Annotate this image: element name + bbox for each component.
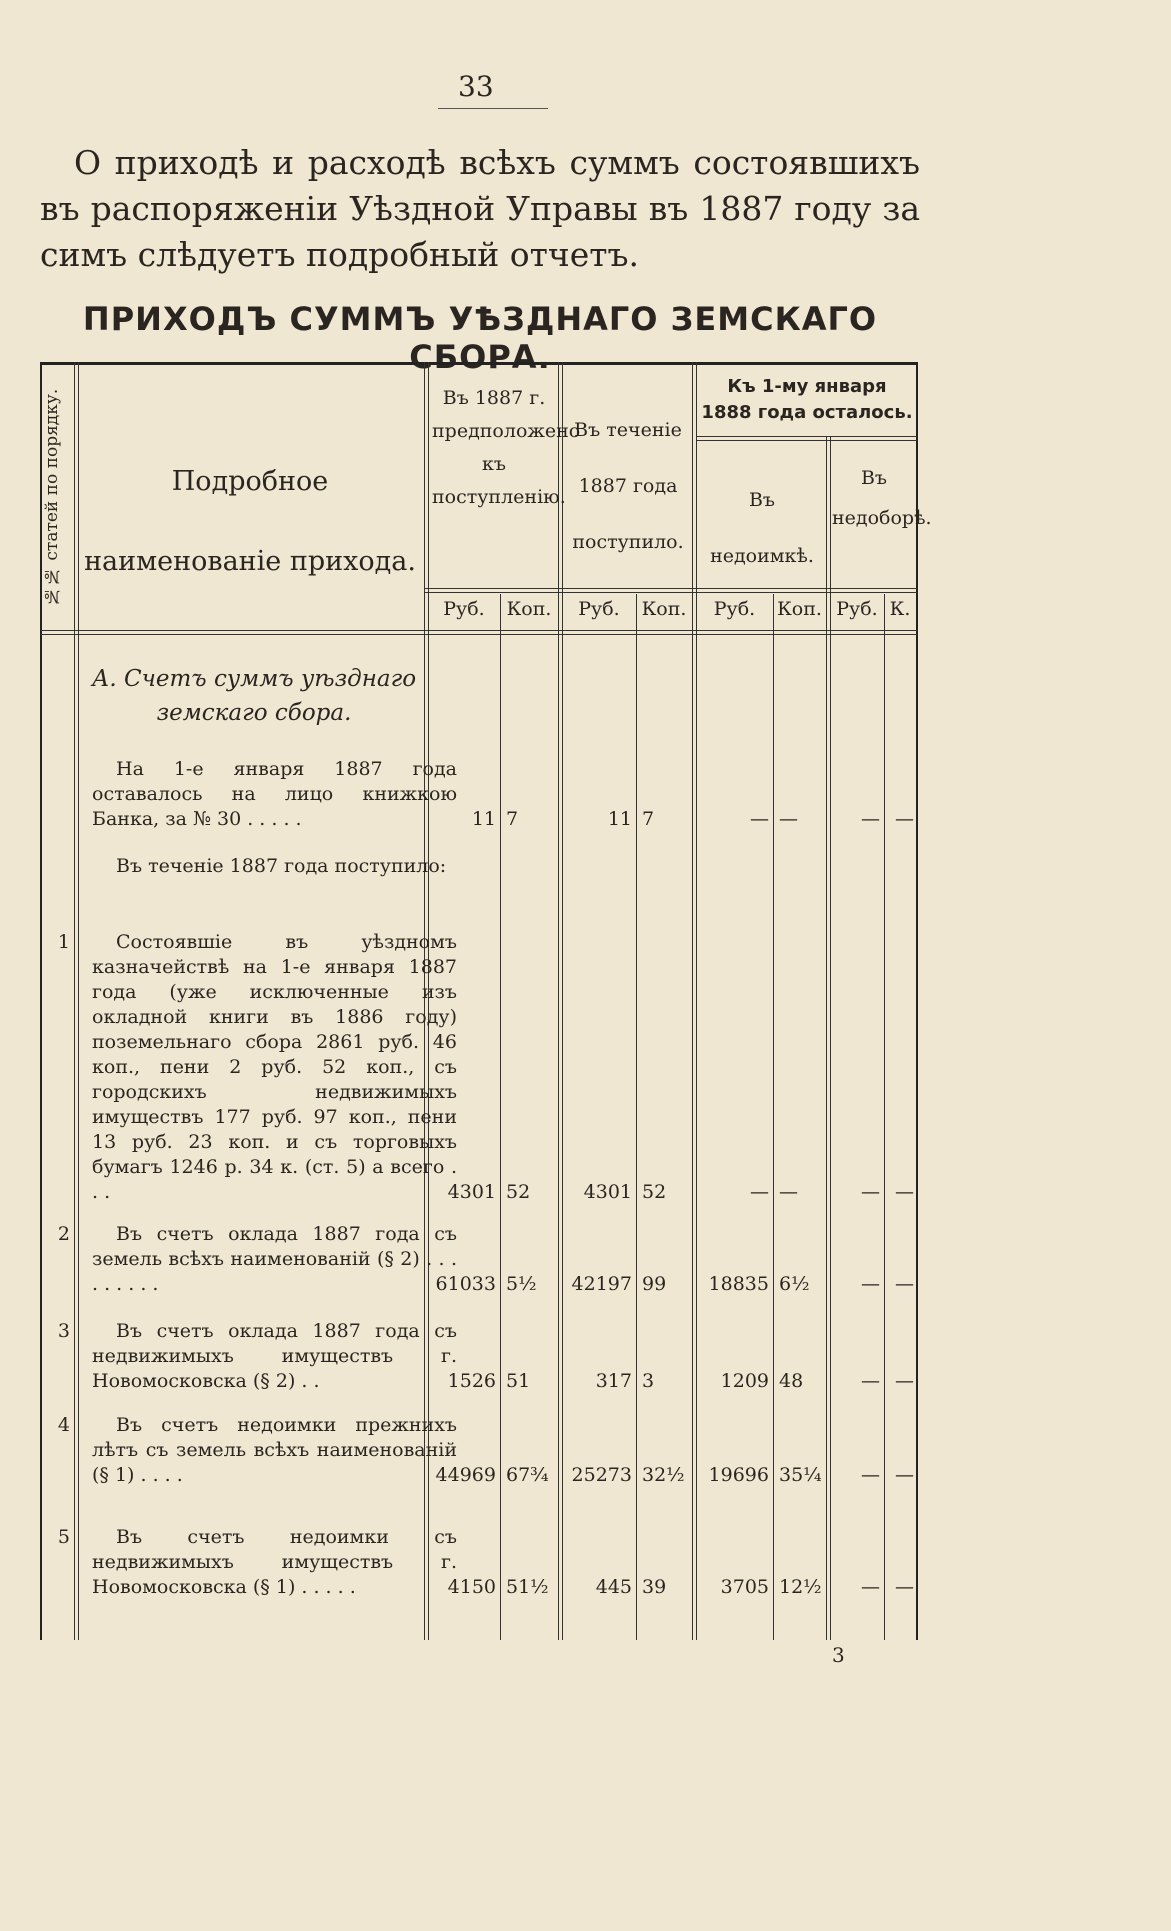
cell-p-r: 44969: [435, 1464, 496, 1486]
cell-r-r: 445: [595, 1576, 632, 1598]
cell-r-k: 52: [642, 1181, 667, 1203]
unit-row-top-double: [424, 592, 918, 593]
row-number: 5: [57, 1526, 70, 1548]
col-planned-header: Въ 1887 г. предположено къ поступленію.: [432, 387, 581, 508]
unit-planned-rub: Руб.: [443, 598, 485, 620]
header-bottom-rule-double: [40, 634, 918, 635]
row-description: Въ теченіе 1887 года поступило:: [116, 855, 447, 877]
row-number: 3: [57, 1320, 70, 1342]
cell-s-r: —: [861, 808, 880, 830]
remain-header-rule: [696, 436, 918, 437]
unit-shortfall-r: Руб.: [836, 598, 878, 620]
remain-header-rule-double: [696, 440, 918, 441]
col-rule-num-double: [78, 362, 79, 1640]
cell-p-k: 51: [506, 1370, 531, 1392]
col-remain-header: Къ 1-му января 1888 года осталось.: [701, 376, 913, 423]
col-rule-received-kop: [636, 594, 637, 1640]
cell-a-r: 3705: [720, 1576, 769, 1598]
row-description: Въ счетъ оклада 1887 года съ недвижимыхъ имуществъ г. Новомосковска (§ 2) . .: [92, 1320, 457, 1392]
cell-a-r: 1209: [720, 1370, 769, 1392]
cell-s-k: —: [895, 1464, 914, 1486]
unit-received-rub: Руб.: [578, 598, 620, 620]
cell-s-r: —: [861, 1464, 880, 1486]
table-top-rule: [40, 362, 918, 365]
section-heading: ПРИХОДЪ СУММЪ УѢЗДНАГО ЗЕМСКАГО СБОРА.: [82, 300, 878, 376]
cell-s-k: —: [895, 1273, 914, 1295]
cell-a-k: 6½: [779, 1273, 810, 1295]
section-title: А. Счетъ суммъ уѣзднаго земскаго сбора.: [91, 666, 417, 726]
cell-s-r: —: [861, 1181, 880, 1203]
row-number: 4: [57, 1414, 70, 1436]
unit-arrears-rub: Руб.: [713, 598, 756, 620]
cell-s-r: —: [861, 1576, 880, 1598]
cell-s-k: —: [895, 1370, 914, 1392]
col-rule-arrears-kop: [773, 594, 774, 1640]
col-rule-planned-kop: [500, 594, 501, 1640]
cell-a-k: —: [779, 808, 798, 830]
page-number: 33: [458, 70, 494, 103]
cell-s-k: —: [895, 1576, 914, 1598]
cell-p-k: 7: [506, 808, 519, 830]
cell-r-r: 317: [595, 1370, 632, 1392]
cell-s-r: —: [861, 1370, 880, 1392]
cell-p-r: 61033: [435, 1273, 496, 1295]
unit-planned-kop: Коп.: [506, 598, 552, 620]
cell-r-r: 42197: [571, 1273, 632, 1295]
cell-r-k: 7: [642, 808, 655, 830]
table-right-rule: [916, 362, 918, 1640]
col-rule-received: [692, 362, 693, 1640]
footer-number: 3: [832, 1643, 845, 1667]
unit-arrears-kop: Коп.: [777, 598, 822, 620]
row-description: Состоявшіе въ уѣздномъ казначействѣ на 1-е января 1887 года (уже исключенные изъ окладной книги въ 1886 году) поземельнаго сбора 2861 руб. 46 коп., пени 2 руб. 52 коп., съ городскихъ недвижимыхъ имуществъ 177 руб. 97 коп., пени 13 руб. 23 коп. и съ торговыхъ бумагъ 1246 р. 34 к. (ст. 5) а всего . . .: [92, 931, 457, 1203]
col-rule-arrears: [826, 436, 827, 1640]
cell-p-r: 4301: [447, 1181, 496, 1203]
cell-a-k: —: [779, 1181, 798, 1203]
row-description: Въ счетъ недоимки прежнихъ лѣтъ съ земель всѣхъ наименованій (§ 1) . . . .: [92, 1414, 457, 1486]
unit-shortfall-k: К.: [889, 598, 911, 620]
cell-s-k: —: [895, 808, 914, 830]
col-arrears-header: Въ недоимкѣ.: [710, 489, 814, 567]
cell-a-k: 35¼: [779, 1464, 822, 1486]
unit-received-kop: Коп.: [641, 598, 687, 620]
cell-p-r: 11: [471, 808, 496, 830]
row-number: 1: [57, 931, 70, 953]
row-description: Въ счетъ оклада 1887 года съ земель всѣхъ наименованій (§ 2) . . . . . . . . .: [92, 1223, 457, 1295]
cell-s-r: —: [861, 1273, 880, 1295]
col-shortfall-header: Въ недоборѣ.: [832, 467, 932, 529]
income-table: [40, 362, 932, 1640]
cell-p-r: 1526: [447, 1370, 496, 1392]
cell-a-k: 12½: [779, 1576, 822, 1598]
unit-row-top: [424, 588, 918, 589]
col-num-header: №№ статей по порядку.: [42, 388, 62, 606]
cell-r-k: 32½: [642, 1464, 685, 1486]
cell-a-k: 48: [779, 1370, 804, 1392]
col-rule-num: [74, 362, 75, 1640]
cell-a-r: 18835: [708, 1273, 769, 1295]
col-received-header: Въ теченіе 1887 года поступило.: [572, 419, 684, 553]
cell-r-k: 3: [642, 1370, 655, 1392]
row-description: Въ счетъ недоимки съ недвижимыхъ имуществъ г. Новомосковска (§ 1) . . . . .: [92, 1526, 457, 1598]
row-description: На 1-е января 1887 года оставалось на лицо книжкою Банка, за № 30 . . . . .: [92, 758, 457, 830]
cell-r-k: 39: [642, 1576, 667, 1598]
intro-text: О приходѣ и расходѣ всѣхъ суммъ состоявшихъ въ распоряженіи Уѣздной Управы въ 1887 году за симъ слѣдуетъ подробный отчетъ.: [40, 143, 920, 274]
cell-r-r: 4301: [583, 1181, 632, 1203]
col-desc-header: Подробное наименованіе прихода.: [84, 466, 416, 577]
intro-paragraph: [40, 140, 920, 278]
col-rule-planned: [558, 362, 559, 1640]
cell-s-k: —: [895, 1181, 914, 1203]
header-bottom-rule: [40, 630, 918, 631]
cell-a-r: 19696: [708, 1464, 769, 1486]
col-rule-planned-double: [562, 362, 563, 1640]
cell-p-r: 4150: [447, 1576, 496, 1598]
cell-r-k: 99: [642, 1273, 667, 1295]
cell-a-r: —: [750, 1181, 769, 1203]
cell-p-k: 51½: [506, 1576, 549, 1598]
cell-r-r: 25273: [571, 1464, 632, 1486]
cell-p-k: 5½: [506, 1273, 537, 1295]
col-rule-received-double: [696, 362, 697, 1640]
cell-a-r: —: [750, 808, 769, 830]
cell-p-k: 67¾: [506, 1464, 549, 1486]
cell-r-r: 11: [607, 808, 632, 830]
page-number-rule: [438, 108, 548, 109]
cell-p-k: 52: [506, 1181, 531, 1203]
row-number: 2: [57, 1223, 70, 1245]
